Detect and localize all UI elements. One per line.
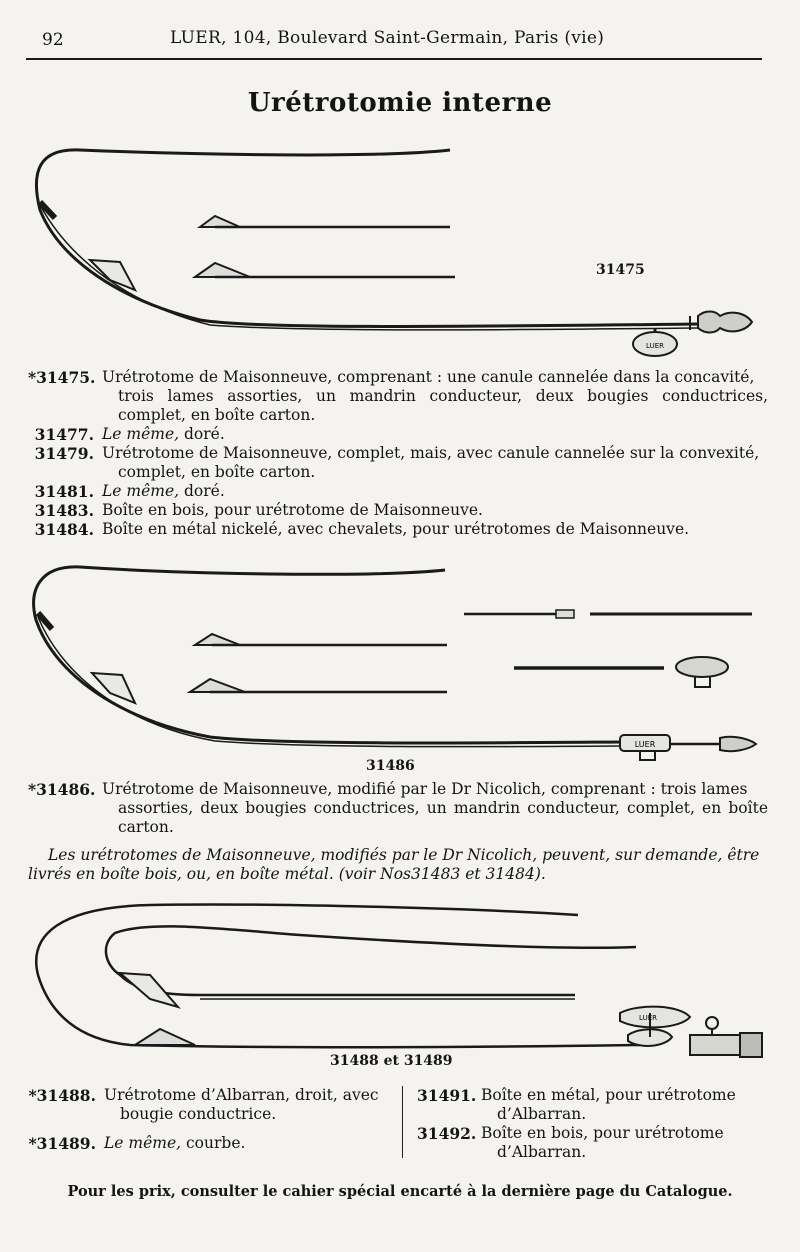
item-text-continued: d’Albarran. [497, 1143, 587, 1161]
figure-label-31475: 31475 [596, 262, 645, 278]
item-number: *31475. [28, 368, 96, 387]
page-title: Urétrotomie interne [247, 88, 553, 118]
item-number: *31489. [28, 1134, 96, 1153]
item-text-italic: Le même, [102, 425, 180, 443]
item-text: Boîte en bois, pour urétrotome de Maisonneuve. [102, 501, 483, 519]
item-text-italic: Le même, [102, 482, 180, 500]
right-column [402, 1086, 768, 1161]
engraving-text: LUER [639, 1014, 657, 1022]
item-number: 31477. [34, 425, 94, 444]
figure-label-31486: 31486 [366, 758, 415, 774]
entries-section-1 [28, 368, 768, 539]
list-item [28, 425, 768, 444]
note-paragraph: Les urétrotomes de Maisonneuve, modifiés par le Dr Nicolich, peuvent, sur demande, être livrés en boîte bois, ou, en boîte métal. (voir Nos31483 et 31484). [28, 846, 760, 883]
item-number: 31492. [417, 1124, 477, 1143]
item-text: doré. [179, 482, 225, 500]
item-text-italic: Le même, [104, 1134, 182, 1152]
list-item [28, 1086, 390, 1124]
header-rule [26, 58, 762, 60]
list-item [28, 444, 768, 482]
item-text: doré. [179, 425, 225, 443]
item-number: 31484. [34, 520, 94, 539]
item-text: Urétrotome d’Albarran, droit, avec [104, 1086, 379, 1104]
item-number: 31491. [417, 1086, 477, 1105]
list-item [28, 520, 768, 539]
item-text: courbe. [181, 1134, 246, 1152]
item-text: Urétrotome de Maisonneuve, comprenant : une canule cannelée dans la concavité, [102, 368, 755, 386]
item-text-continued: bougie conductrice. [120, 1105, 277, 1123]
list-item [28, 780, 768, 837]
item-number: 31483. [34, 501, 94, 520]
entries-section-2 [28, 780, 768, 837]
running-title: LUER, 104, Boulevard Saint-Germain, Paris (vie) [170, 28, 605, 48]
left-column [28, 1086, 390, 1153]
list-item [417, 1124, 768, 1162]
figure-urethrotome-31488-31489 [0, 895, 800, 1065]
list-item [28, 1134, 390, 1153]
list-item [28, 482, 768, 501]
item-text: Urétrotome de Maisonneuve, modifié par le Dr Nicolich, comprenant : trois lames [102, 780, 748, 798]
item-text: Urétrotome de Maisonneuve, complet, mais, avec canule cannelée sur la convexité, [102, 444, 760, 462]
item-number: *31486. [28, 780, 96, 799]
item-number: 31481. [34, 482, 94, 501]
item-text: Boîte en bois, pour urétrotome [481, 1124, 724, 1142]
engraving-text: LUER [634, 740, 656, 749]
page-header [40, 28, 760, 54]
item-text: Boîte en métal nickelé, avec chevalets, pour urétrotomes de Maisonneuve. [102, 520, 690, 538]
item-text-continued: trois lames assorties, un mandrin conducteur, deux bougies conductrices, complet, en boîte carton. [118, 387, 768, 424]
list-item [28, 368, 768, 425]
item-text-continued: d’Albarran. [497, 1105, 587, 1123]
figure-urethrotome-31475 [0, 130, 800, 370]
item-text: Boîte en métal, pour urétrotome [481, 1086, 736, 1104]
list-item [417, 1086, 768, 1124]
item-text-continued: assorties, deux bougies conductrices, un mandrin conducteur, complet, en boîte carton. [118, 799, 768, 836]
item-number: 31479. [34, 444, 94, 463]
figure-label-31488-31489: 31488 et 31489 [330, 1053, 453, 1069]
figure-urethrotome-31486 [0, 555, 800, 775]
item-number: *31488. [28, 1086, 96, 1105]
item-text-continued: complet, en boîte carton. [118, 463, 316, 481]
list-item [28, 501, 768, 520]
footer-note: Pour les prix, consulter le cahier spécial encarté à la dernière page du Catalogue. [67, 1183, 733, 1200]
engraving-text: LUER [646, 342, 664, 350]
page-number: 92 [42, 30, 64, 50]
